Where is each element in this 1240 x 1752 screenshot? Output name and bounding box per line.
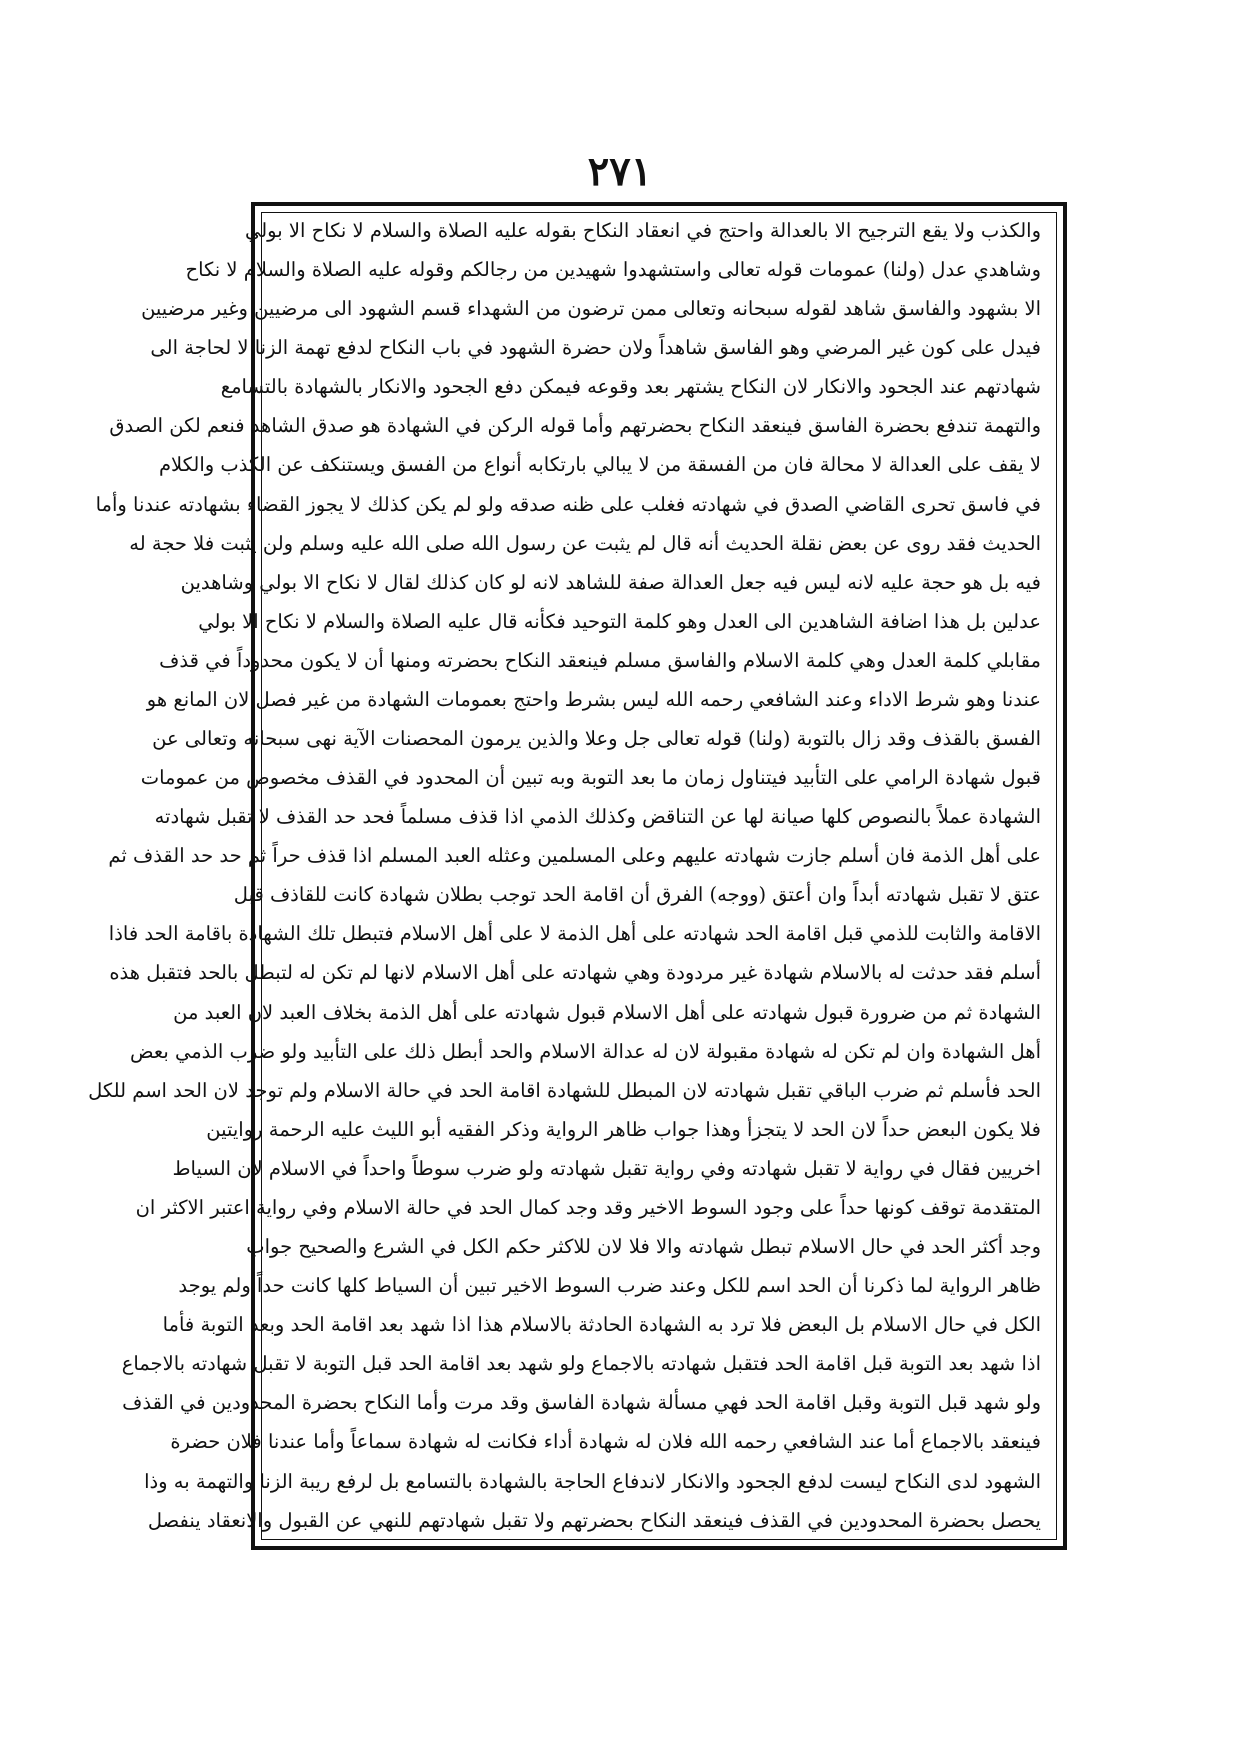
text-line: فيدل على كون غير المرضي وهو الفاسق شاهداً ولان حضرة الشهود في باب النكاح لدفع تهمة الزنا لا لحاجة الى (150, 336, 1041, 360)
text-line: الا بشهود والفاسق شاهد لقوله سبحانه وتعالى ممن ترضون من الشهداء قسم الشهود الى مرضيين وغير مرضيين (141, 297, 1041, 321)
page-number: ٢٧١ (587, 148, 653, 195)
text-line: على أهل الذمة فان أسلم جازت شهادته عليهم وعلى المسلمين وعثله العبد المسلم اذا قذف حراً ثم حد حد القذف ثم (108, 844, 1041, 868)
text-line: المتقدمة توقف كونها حداً على وجود السوط الاخير وقد وجد كمال الحد في حالة الاسلام وفي رواية اعتبر الاكثر ان (135, 1195, 1041, 1219)
text-line: ولو شهد قبل التوبة وقبل اقامة الحد فهي مسألة شهادة الفاسق وقد مرت وأما النكاح بحضرة المحدودين في القذف (122, 1391, 1041, 1415)
text-line: لا يقف على العدالة لا محالة فان من الفسقة من لا يبالي بارتكابه أنواع من الفسق ويستنكف عن الكذب والكلام (158, 453, 1041, 477)
text-line: فيه بل هو حجة عليه لانه ليس فيه جعل العدالة صفة للشاهد لانه لو كان كذلك لقال لا نكاح الا بولي وشاهدين (180, 570, 1041, 594)
text-line: فينعقد بالاجماع أما عند الشافعي رحمه الله فلان له شهادة أداء فكانت له شهادة سماعاً وأما عندنا فلان حضرة (170, 1430, 1041, 1454)
text-line: الحد فأسلم ثم ضرب الباقي تقبل شهادته لان المبطل للشهادة اقامة الحد في حالة الاسلام ولم توجد لان الحد اسم للكل (88, 1078, 1041, 1102)
text-line: والكذب ولا يقع الترجيح الا بالعدالة واحتج في انعقاد النكاح بقوله عليه الصلاة والسلام لا نكاح الا بولي (244, 219, 1041, 242)
page-border (88, 202, 1067, 1550)
text-line: اذا شهد بعد التوبة قبل اقامة الحد فتقبل شهادته بالاجماع ولو شهد بعد اقامة الحد قبل التوبة لا تقبل شهادته بالاجماع (121, 1352, 1041, 1376)
text-line: الشهادة ثم من ضرورة قبول شهادته على أهل الاسلام قبول شهادته على أهل الذمة بخلاف العبد لان العبد من (173, 1000, 1041, 1024)
text-line: أسلم فقد حدثت له بالاسلام شهادة غير مردودة وهي شهادته على أهل الاسلام لانها لم تكن له لتبطل بالحد فتقبل هذه (109, 961, 1041, 985)
text-line: اخريين فقال في رواية لا تقبل شهادته وفي رواية تقبل شهادته ولو ضرب سوطاً واحداً في الاسلام لان السياط (172, 1156, 1041, 1180)
text-line: الاقامة والثابت للذمي قبل اقامة الحد شهادته على أهل الذمة لا على أهل الاسلام فتبطل تلك الشهادة باقامة الحد فاذا (108, 922, 1041, 946)
text-line: قبول شهادة الرامي على التأبيد فيتناول زمان ما بعد التوبة وبه تبين أن المحدود في القذف مخصوص من عمومات (140, 766, 1041, 790)
text-line: شهادتهم عند الجحود والانكار لان النكاح يشتهر بعد وقوعه فيمكن دفع الجحود والانكار بالشهادة بالتسامع (220, 375, 1041, 399)
text-line: الشهادة عملاً بالنصوص كلها صيانة لها عن التناقض وكذلك الذمي اذا قذف مسلماً فحد حد القذف لا تقبل شهادته (154, 805, 1041, 829)
text-line: يحصل بحضرة المحدودين في القذف فينعقد النكاح بحضرتهم ولا تقبل شهادتهم للنهي عن القبول والانعقاد ينفصل (147, 1508, 1041, 1532)
text-line: عندنا وهو شرط الاداء وعند الشافعي رحمه الله ليس بشرط واحتج بعمومات الشهادة من غير فصل لان المانع هو (146, 687, 1041, 711)
text-line: أهل الشهادة وان لم تكن له شهادة مقبولة لان له عدالة الاسلام والحد أبطل ذلك على التأبيد ولو ضرب الذمي بعض (130, 1039, 1041, 1063)
text-line: مقابلي كلمة العدل وهي كلمة الاسلام والفاسق مسلم فينعقد النكاح بحضرته ومنها أن لا يكون محدوداً في قذف (159, 648, 1041, 672)
text-line: عدلين بل هذا اضافة الشاهدين الى العدل وهو كلمة التوحيد فكأنه قال عليه الصلاة والسلام لا نكاح الا بولي (198, 609, 1041, 633)
text-line: فلا يكون البعض حداً لان الحد لا يتجزأ وهذا جواب ظاهر الرواية وذكر الفقيه أبو الليث عليه الرحمة روايتين (206, 1117, 1041, 1141)
text-line: والتهمة تندفع بحضرة الفاسق فينعقد النكاح بحضرتهم وأما قوله الركن في الشهادة هو صدق الشاهد فنعم لكن الصدق (109, 414, 1041, 438)
text-line: الكل في حال الاسلام بل البعض فلا ترد به الشهادة الحادثة بالاسلام هذا اذا شهد بعد اقامة الحد وبعد التوبة فأما (162, 1313, 1041, 1337)
text-line: وشاهدي عدل (ولنا) عمومات قوله تعالى واستشهدوا شهيدين من رجالكم وقوله عليه الصلاة والسلام لا نكاح (185, 258, 1041, 282)
text-line: الفسق بالقذف وقد زال بالتوبة (ولنا) قوله تعالى جل وعلا والذين يرمون المحصنات الآية نهى سبحانه وتعالى عن (152, 727, 1041, 751)
text-line: في فاسق تحرى القاضي الصدق في شهادته فغلب على ظنه صدقه ولو لم يكن كذلك لا يجوز القضاء بشهادته عندنا وأما (95, 492, 1041, 516)
text-line: عتق لا تقبل شهادته أبداً وان أعتق (ووجه) الفرق أن اقامة الحد توجب بطلان شهادة كانت للقاذف قبل (233, 883, 1041, 907)
text-line: الشهود لدى النكاح ليست لدفع الجحود والانكار لاندفاع الحاجة بالشهادة بالتسامع بل لرفع ريبة الزنا والتهمة به وذا (144, 1469, 1041, 1493)
main-text (88, 216, 1041, 1536)
text-line: ظاهر الرواية لما ذكرنا أن الحد اسم للكل وعند ضرب السوط الاخير تبين أن السياط كلها كانت حداً ولم يوجد (178, 1274, 1041, 1298)
text-line: وجد أكثر الحد في حال الاسلام تبطل شهادته والا فلا لان للاكثر حكم الكل في الشرع والصحيح جواب (246, 1235, 1041, 1259)
text-line: الحديث فقد روى عن بعض نقلة الحديث أنه قال لم يثبت عن رسول الله صلى الله عليه وسلم ولن يثبت فلا حجة له (129, 531, 1041, 555)
